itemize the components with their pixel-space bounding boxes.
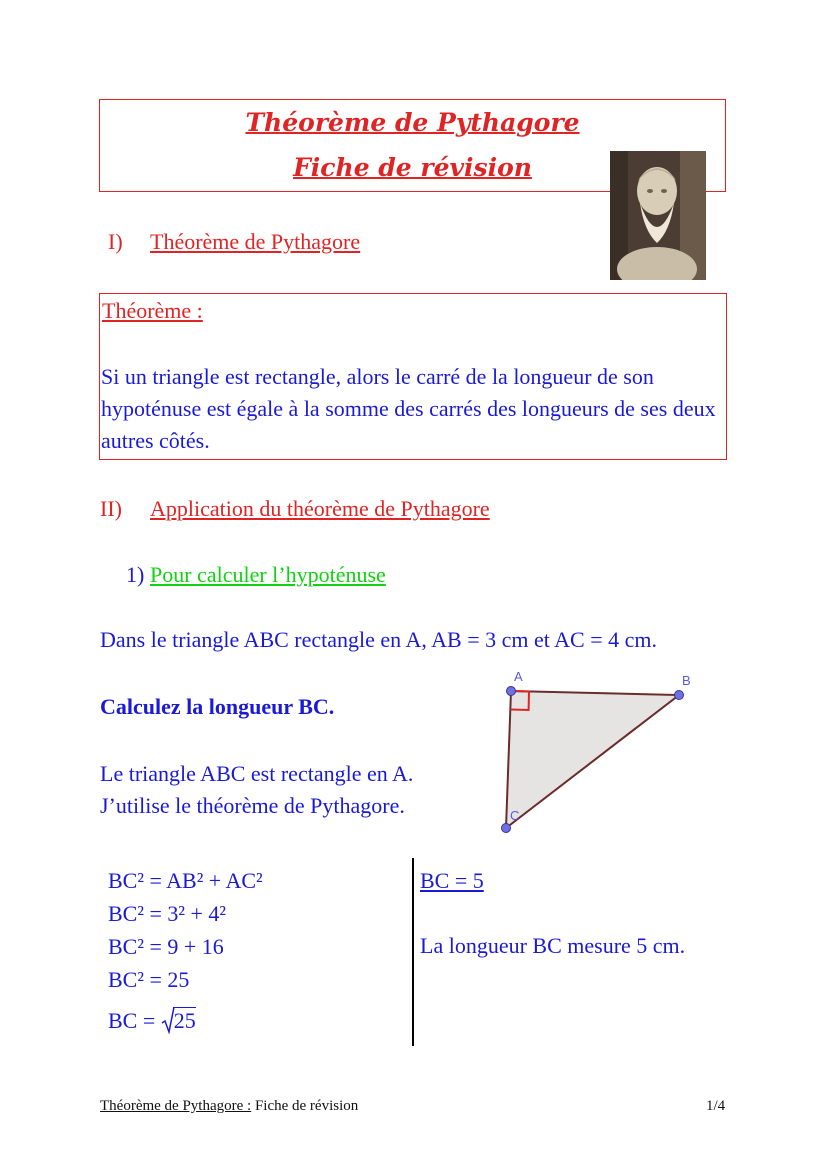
point-b xyxy=(675,691,684,700)
label-a: A xyxy=(514,669,523,684)
radical-sign-icon xyxy=(161,1006,175,1034)
calc-line-5-prefix: BC = xyxy=(108,1008,161,1033)
document-subtitle: Fiche de révision xyxy=(293,153,532,182)
square-root xyxy=(161,1008,196,1034)
subsection1-number: 1) xyxy=(126,562,145,587)
theorem-label: Théorème : xyxy=(102,298,203,323)
section2-number: II) xyxy=(100,496,122,521)
pythagoras-portrait-image xyxy=(610,151,706,280)
calc-conclusion: La longueur BC mesure 5 cm. xyxy=(420,933,686,958)
subsection1-heading: Pour calculer l’hypoténuse xyxy=(150,562,386,587)
calc-result: BC = 5 xyxy=(420,868,484,893)
point-c xyxy=(502,824,511,833)
document-title: Théorème de Pythagore xyxy=(245,108,580,137)
footer-title-rest: Fiche de révision xyxy=(251,1098,359,1114)
reasoning-line-2: J’utilise le théorème de Pythagore. xyxy=(100,793,405,818)
footer-title xyxy=(100,1098,358,1115)
theorem-box xyxy=(99,293,727,460)
section1-heading: Théorème de Pythagore xyxy=(150,229,361,254)
calc-line-2: BC² = 3² + 4² xyxy=(108,901,226,926)
footer-title-underlined: Théorème de Pythagore : xyxy=(100,1098,252,1114)
exercise-question: Calculez la longueur BC. xyxy=(100,694,335,719)
theorem-statement: Si un triangle est rectangle, alors le carré de la longueur de son hypoténuse est égale à la somme des carrés des longueurs de ses deux autres côtés. xyxy=(101,364,716,453)
label-c: C xyxy=(510,808,520,823)
calc-line-5 xyxy=(108,1008,196,1034)
exercise-statement: Dans le triangle ABC rectangle en A, AB = 3 cm et AC = 4 cm. xyxy=(100,627,657,652)
column-divider xyxy=(412,858,414,1046)
label-b: B xyxy=(682,673,691,688)
triangle-figure xyxy=(490,664,710,844)
section2-heading: Application du théorème de Pythagore xyxy=(150,496,490,521)
reasoning-line-1: Le triangle ABC est rectangle en A. xyxy=(100,761,414,786)
radicand: 25 xyxy=(173,1008,196,1033)
triangle-abc xyxy=(506,691,679,828)
point-a xyxy=(507,687,516,696)
page-number: 1/4 xyxy=(706,1098,726,1114)
calc-line-1: BC² = AB² + AC² xyxy=(108,868,263,893)
section1-number: I) xyxy=(108,229,123,254)
calc-line-4: BC² = 25 xyxy=(108,967,190,992)
calc-line-3: BC² = 9 + 16 xyxy=(108,934,224,959)
